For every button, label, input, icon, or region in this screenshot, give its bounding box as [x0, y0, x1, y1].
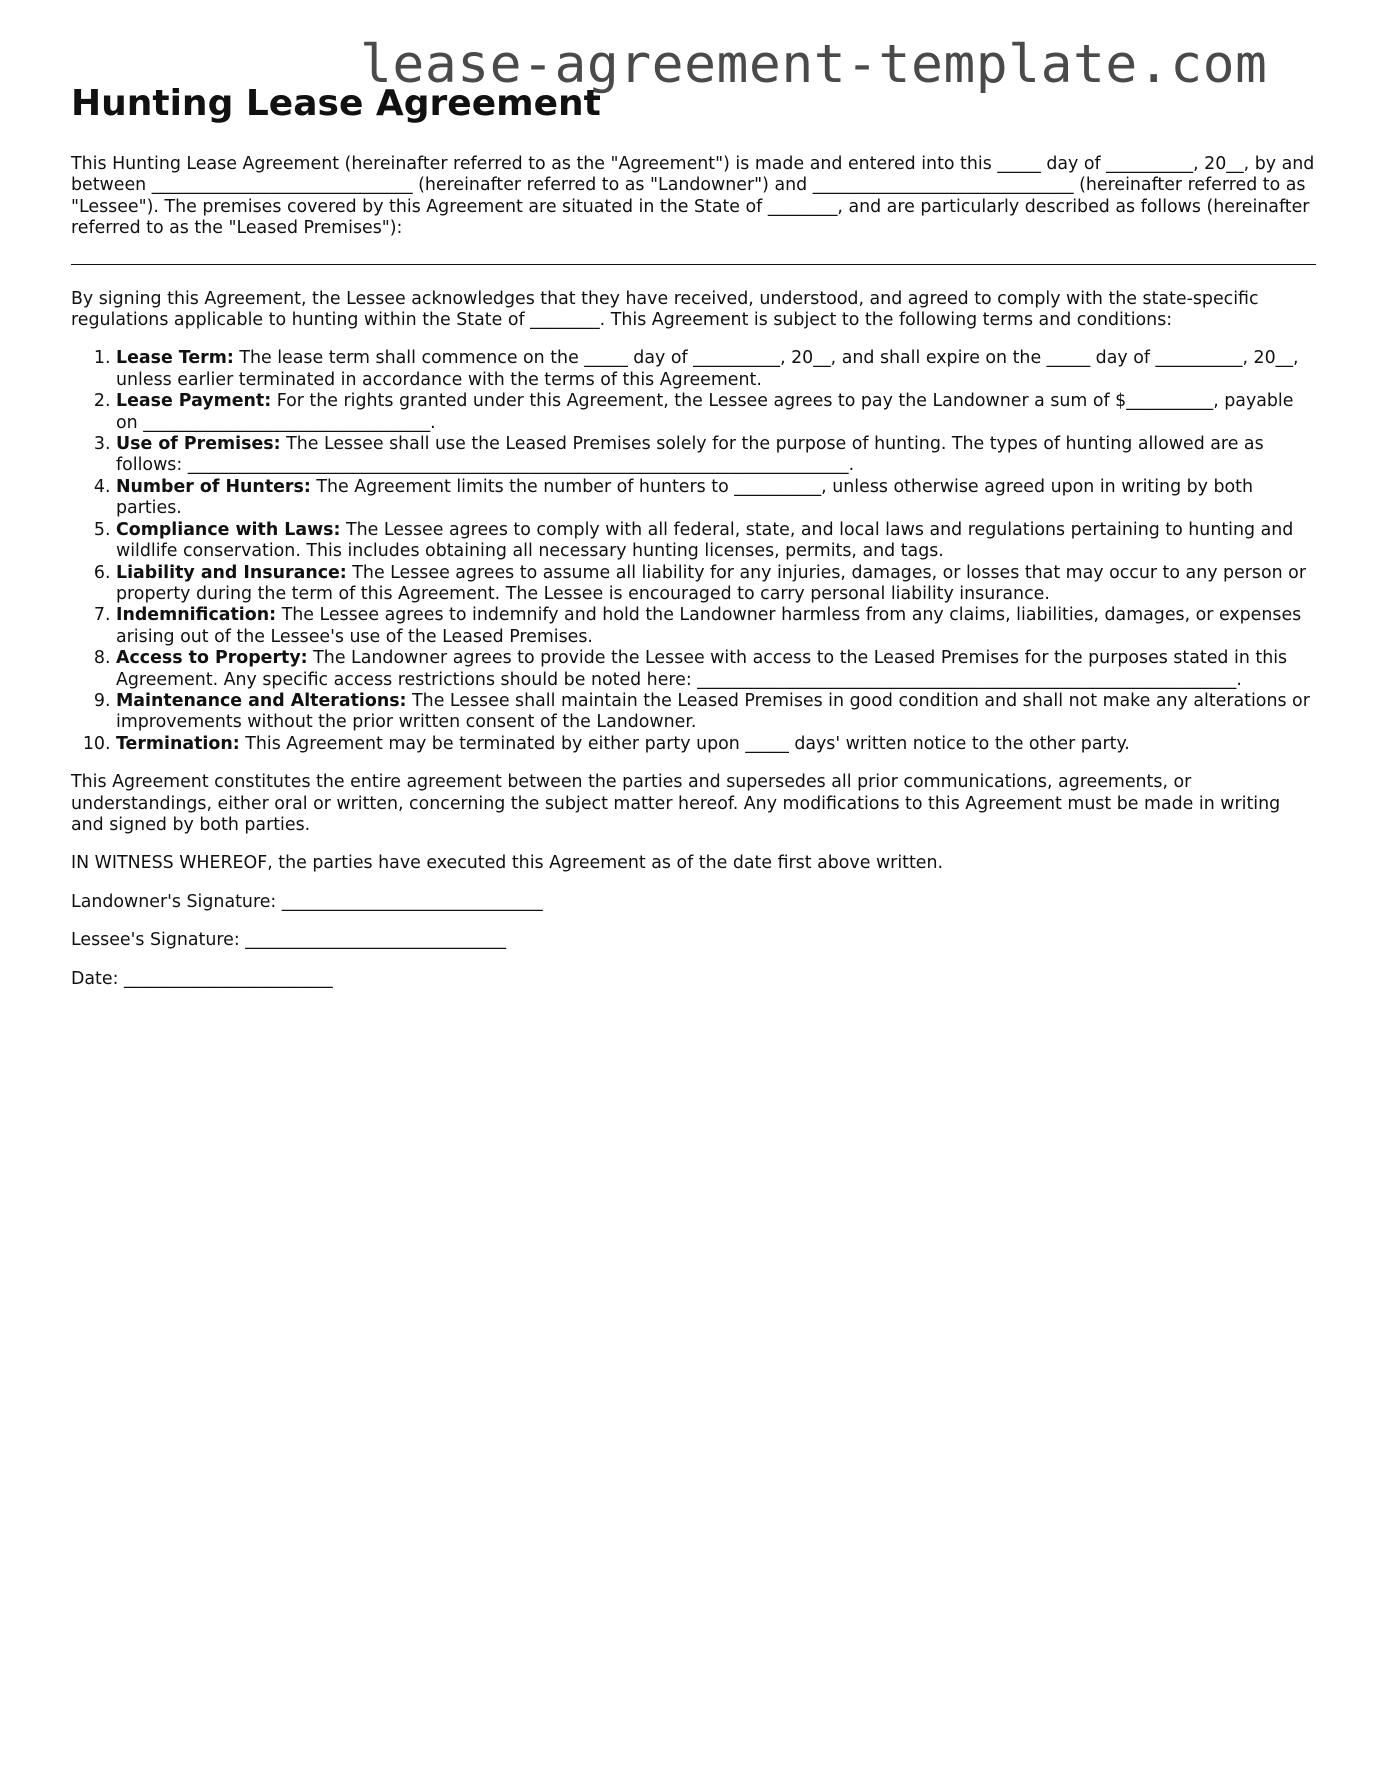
term-item	[116, 434, 1316, 477]
term-item	[116, 391, 1316, 434]
term-item	[116, 648, 1316, 691]
term-heading: Termination:	[116, 733, 240, 754]
term-text: For the rights granted under this Agreement, the Lessee agrees to pay the Landowner a sum of $__________, payable on _________________________________.	[116, 391, 1294, 433]
term-heading: Compliance with Laws:	[116, 519, 341, 540]
term-heading: Access to Property:	[116, 648, 308, 669]
entire-agreement-paragraph: This Agreement constitutes the entire agreement between the parties and supersedes all prior communications, agreements, or understandings, either oral or written, concerning the subject matter hereof. Any modifications to this Agreement must be made in writing and signed by both parties.	[71, 772, 1281, 835]
term-item	[116, 477, 1316, 520]
landowner-signature-line: Landowner's Signature: ______________________________	[71, 891, 543, 912]
term-item	[116, 691, 1316, 734]
term-text: This Agreement may be terminated by either party upon _____ days' written notice to the other party.	[239, 733, 1130, 754]
term-heading: Indemnification:	[116, 605, 277, 626]
witness-paragraph: IN WITNESS WHEREOF, the parties have executed this Agreement as of the date first above written.	[71, 853, 944, 874]
term-item	[116, 734, 1316, 755]
term-item	[116, 563, 1316, 606]
term-text: The Lessee shall use the Leased Premises solely for the purpose of hunting. The types of hunting allowed are as follows: ____________________________________________________________________________.	[116, 434, 1264, 476]
date-line: Date: ________________________	[71, 968, 333, 989]
term-heading: Maintenance and Alterations:	[116, 690, 407, 711]
term-heading: Liability and Insurance:	[116, 562, 347, 583]
site-watermark: lease-agreement-template.com	[360, 34, 1268, 95]
term-item	[116, 605, 1316, 648]
intro-paragraph: This Hunting Lease Agreement (hereinafter referred to as the "Agreement") is made and entered into this _____ day of __________, 20__, by and between ______________________________ (hereinafter referred to as "Landowner") and ______________________________ (hereinafter referred to as "Lessee"). The premises covered by this Agreement are situated in the State of ________, and are particularly described as follows (hereinafter referred to as the "Leased Premises"):	[71, 154, 1315, 239]
term-heading: Number of Hunters:	[116, 476, 311, 497]
term-text: The Lessee shall maintain the Leased Premises in good condition and shall not make any alterations or improvements without the prior written consent of the Landowner.	[116, 690, 1310, 733]
lessee-signature-line: Lessee's Signature: ______________________________	[71, 930, 507, 951]
term-heading: Use of Premises:	[116, 434, 281, 455]
term-text: The Lessee agrees to comply with all federal, state, and local laws and regulations pertaining to hunting and wildlife conservation. This includes obtaining all necessary hunting licenses, permits, and tags.	[116, 519, 1294, 562]
premises-description-line	[71, 264, 1316, 265]
terms-list	[71, 348, 1316, 755]
term-heading: Lease Payment:	[116, 391, 272, 412]
term-text: The Lessee agrees to assume all liability for any injuries, damages, or losses that may occur to any person or property during the term of this Agreement. The Lessee is encouraged to carry personal liability insurance.	[116, 562, 1306, 604]
term-text: The Lessee agrees to indemnify and hold the Landowner harmless from any claims, liabilities, damages, or expenses arising out of the Lessee's use of the Leased Premises.	[116, 605, 1302, 647]
term-item	[116, 348, 1316, 391]
term-text: The Agreement limits the number of hunters to __________, unless otherwise agreed upon in writing by both parties.	[116, 476, 1254, 519]
term-item	[116, 520, 1316, 563]
term-heading: Lease Term:	[116, 348, 234, 369]
acknowledgment-paragraph: By signing this Agreement, the Lessee acknowledges that they have received, understood, and agreed to comply with the state-specific regulations applicable to hunting within the State of ________. This Agreement is subject to the following terms and conditions:	[71, 288, 1259, 331]
document-body	[71, 154, 1316, 1007]
document-title: Hunting Lease Agreement	[71, 83, 601, 124]
term-text: The lease term shall commence on the _____ day of __________, 20__, and shall expire on the _____ day of __________, 20__, unless earlier terminated in accordance with the terms of this Agreement.	[116, 348, 1299, 390]
term-text: The Landowner agrees to provide the Lessee with access to the Leased Premises for the purposes stated in this Agreement. Any specific access restrictions should be noted here: ______________________________________________________________.	[116, 648, 1288, 690]
